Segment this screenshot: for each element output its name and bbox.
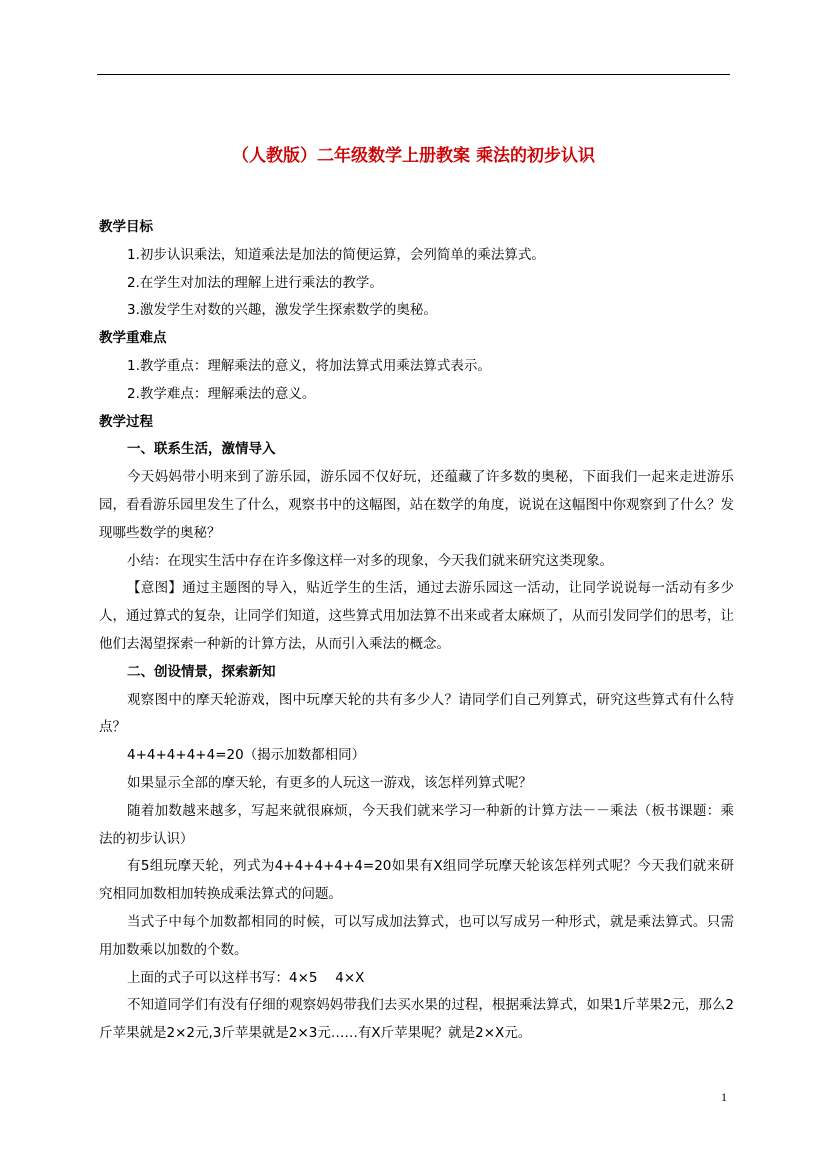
paragraph: 4+4+4+4+4=20（揭示加数都相同） xyxy=(127,747,366,764)
section-heading-objectives: 教学目标 xyxy=(99,219,153,235)
paragraph: 上面的式子可以这样书写：4×5 4×X xyxy=(127,969,365,986)
paragraph: 不知道同学们有没有仔细的观察妈妈带我们去买水果的过程，根据乘法算式，如果1斤苹果2元，那么2斤苹果就是2×2元,3斤苹果就是2×3元……有X斤苹果呢？就是2×X元。 xyxy=(99,997,734,1042)
paragraph: 有5组玩摩天轮，列式为4+4+4+4+4=20如果有X组同学玩摩天轮该怎样列式呢？今天我们就来研究相同加数相加转换成乘法算式的问题。 xyxy=(99,858,734,903)
page-number: 1 xyxy=(721,1090,727,1104)
paragraph: 今天妈妈带小明来到了游乐园，游乐园不仅好玩，还蕴藏了许多数的奥秘，下面我们一起来走进游乐园，看看游乐园里发生了什么，观察书中的这幅图，站在数学的角度，说说在这幅图中你观察到了什么？发现哪些数学的奥秘？ xyxy=(99,469,734,541)
paragraph: 观察图中的摩天轮游戏，图中玩摩天轮的共有多少人？请同学们自己列算式，研究这些算式有什么特点？ xyxy=(99,691,734,736)
objective-item: 2.在学生对加法的理解上进行乘法的教学。 xyxy=(127,274,383,291)
paragraph: 当式子中每个加数都相同的时候，可以写成加法算式，也可以写成另一种形式，就是乘法算式。只需用加数乘以加数的个数。 xyxy=(99,913,734,958)
section-heading-key-points: 教学重难点 xyxy=(99,330,167,347)
paragraph: 如果显示全部的摩天轮，有更多的人玩这一游戏，该怎样列算式呢？ xyxy=(127,774,532,791)
objective-item: 1.初步认识乘法，知道乘法是加法的简便运算，会列简单的乘法算式。 xyxy=(127,246,545,263)
section-heading-process: 教学过程 xyxy=(99,413,153,430)
paragraph: 小结：在现实生活中存在许多像这样一对多的现象，今天我们就来研究这类现象。 xyxy=(127,552,613,569)
paragraph: 【意图】通过主题图的导入，贴近学生的生活，通过去游乐园这一活动，让同学说说每一活动有多少人，通过算式的复杂，让同学们知道，这些算式用加法算不出来或者太麻烦了，从而引发同学们的思考，让他们去渴望探索一种新的计算方法，从而引入乘法的概念。 xyxy=(99,580,734,652)
document-title: （人教版）二年级数学上册教案 乘法的初步认识 xyxy=(232,146,595,166)
key-point-item: 1.教学重点：理解乘法的意义，将加法算式用乘法算式表示。 xyxy=(127,357,491,374)
subsection-heading-explore: 二、创设情景，探索新知 xyxy=(127,663,276,680)
key-point-item: 2.教学难点：理解乘法的意义。 xyxy=(127,385,316,402)
subsection-heading-intro: 一、联系生活，激情导入 xyxy=(127,441,276,458)
objective-item: 3.激发学生对数的兴趣，激发学生探索数学的奥秘。 xyxy=(127,302,437,319)
header-rule xyxy=(97,74,730,75)
paragraph: 随着加数越来越多，写起来就很麻烦，今天我们就来学习一种新的计算方法－－乘法（板书课题：乘法的初步认识） xyxy=(99,802,734,847)
document-body xyxy=(99,214,734,1048)
